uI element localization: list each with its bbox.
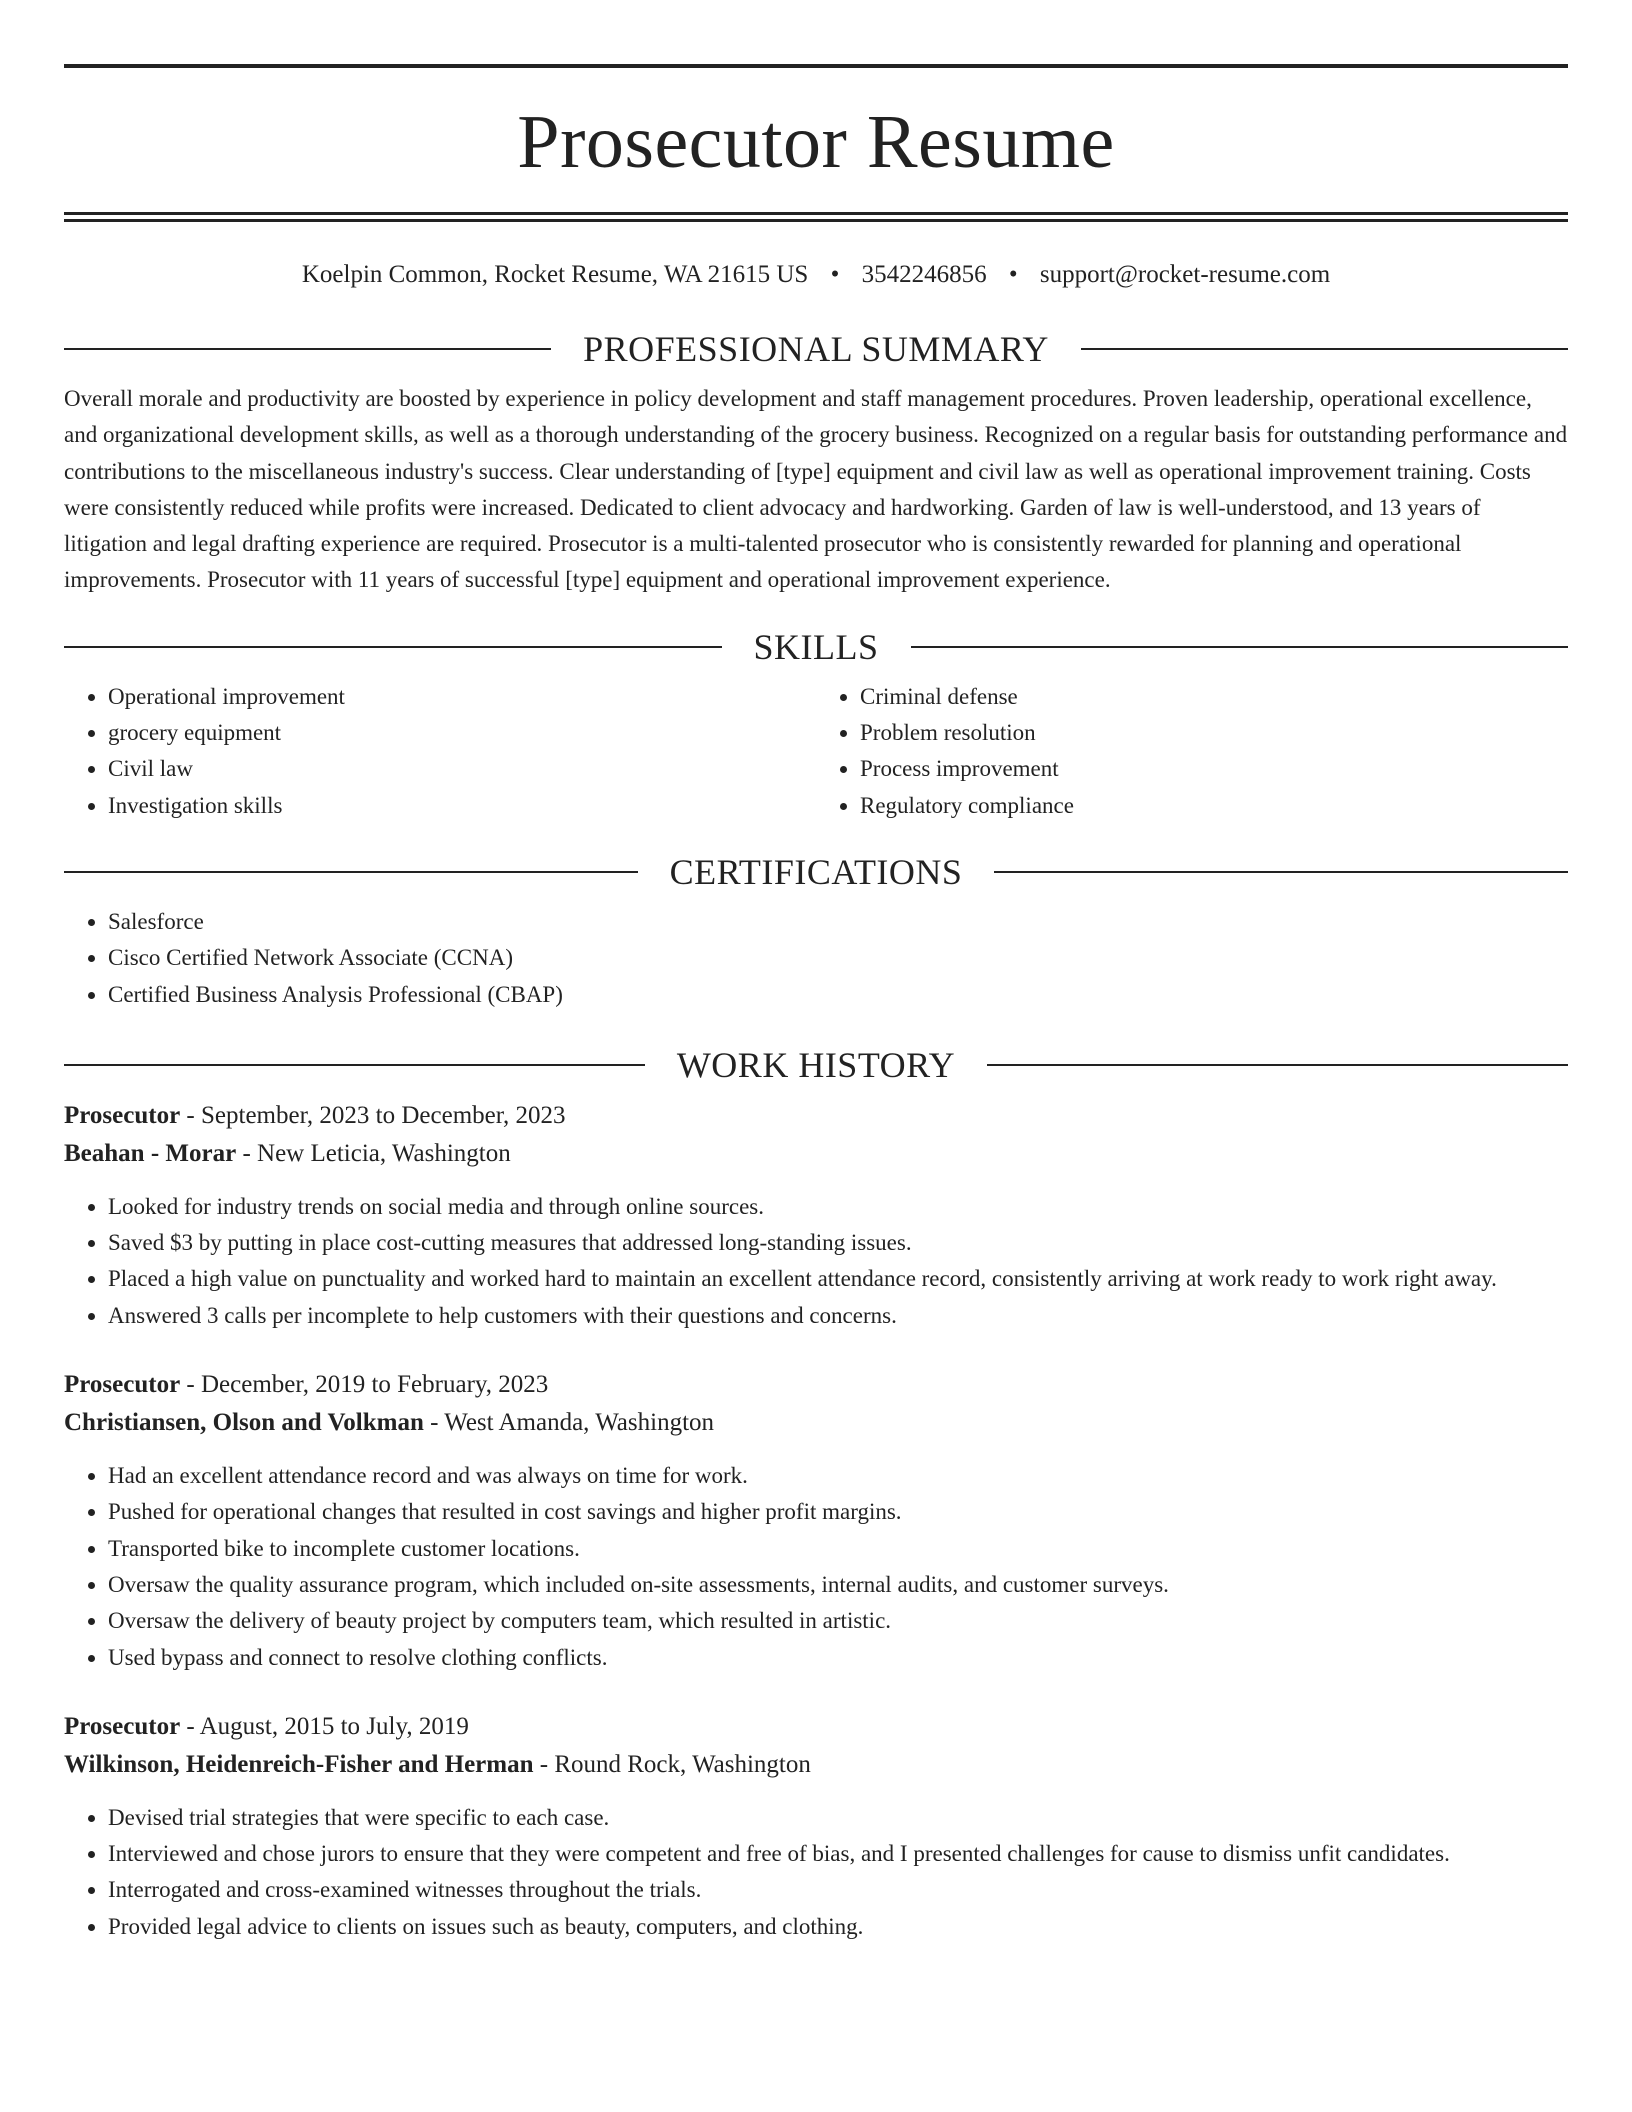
certifications-list	[64, 904, 1568, 1013]
job-company: Beahan - Morar	[64, 1139, 237, 1167]
job-bullet: • Interrogated and cross-examined witnesses throughout the trials.	[108, 1872, 1568, 1908]
heading-rule-right	[911, 646, 1569, 648]
skill-item: • Civil law	[108, 751, 816, 787]
job-bullet: • Used bypass and connect to resolve clothing conflicts.	[108, 1640, 1568, 1676]
skill-item: • grocery equipment	[108, 715, 816, 751]
skills-heading-text: SKILLS	[753, 626, 879, 667]
job-title: Prosecutor	[64, 1101, 181, 1129]
certification-item: • Salesforce	[108, 904, 1568, 940]
contact-address: Koelpin Common, Rocket Resume, WA 21615 US	[301, 261, 809, 288]
job-company-line	[64, 1404, 1568, 1442]
job-bullet: • Saved $3 by putting in place cost-cutting measures that addressed long-standing issues.	[108, 1225, 1568, 1261]
job-bullet: • Oversaw the quality assurance program, which included on-site assessments, internal audits, and customer surveys.	[108, 1567, 1568, 1603]
work-history-heading	[64, 1044, 1568, 1085]
heading-rule-left	[64, 646, 722, 648]
heading-rule-right	[1081, 348, 1568, 350]
job-dates: - September, 2023 to December, 2023	[180, 1101, 566, 1129]
contact-separator: •	[830, 261, 840, 288]
skill-item: • Regulatory compliance	[860, 788, 1568, 824]
job-entry	[64, 1366, 1568, 1676]
skill-item: • Problem resolution	[860, 715, 1568, 751]
contact-email: support@rocket-resume.com	[1039, 261, 1331, 288]
job-entry	[64, 1708, 1568, 1945]
contact-separator: •	[1008, 261, 1018, 288]
job-bullet: • Oversaw the delivery of beauty project by computers team, which resulted in artistic.	[108, 1603, 1568, 1639]
job-location: - Round Rock, Washington	[533, 1750, 811, 1778]
job-company: Wilkinson, Heidenreich-Fisher and Herman	[64, 1750, 534, 1778]
heading-rule-left	[64, 348, 551, 350]
heading-rule-left	[64, 871, 638, 873]
page-title: Prosecutor Resume	[517, 100, 1115, 184]
certification-item: • Certified Business Analysis Professional (CBAP)	[108, 977, 1568, 1013]
job-title-line	[64, 1097, 1568, 1135]
job-bullet: • Provided legal advice to clients on issues such as beauty, computers, and clothing.	[108, 1909, 1568, 1945]
skill-item: • Operational improvement	[108, 679, 816, 715]
job-bullets	[64, 1458, 1568, 1676]
job-entry	[64, 1097, 1568, 1334]
summary-text: Overall morale and productivity are boosted by experience in policy development and staff management procedures. Proven leadership, operational excellence, and organizational development skills, as well as a thorough understanding of the grocery business. Recognized on a regular basis for outstanding performance and contributions to the miscellaneous industry's success. Clear understanding of [type] equipment and civil law as well as operational improvement training. Costs were consistently reduced while profits were increased. Dedicated to client advocacy and hardworking. Garden of law is well-understood, and 13 years of litigation and legal drafting experience are required. Prosecutor is a multi-talented prosecutor who is consistently rewarded for planning and operational improvements. Prosecutor with 11 years of successful [type] equipment and operational improvement experience.	[64, 386, 1568, 593]
job-bullet: • Interviewed and chose jurors to ensure that they were competent and free of bias, and I presented challenges for cause to dismiss unfit candidates.	[108, 1836, 1568, 1872]
job-bullet: • Devised trial strategies that were specific to each case.	[108, 1800, 1568, 1836]
heading-rule-left	[64, 1064, 645, 1066]
job-bullet: • Transported bike to incomplete customer locations.	[108, 1531, 1568, 1567]
job-bullets	[64, 1800, 1568, 1945]
job-company: Christiansen, Olson and Volkman	[64, 1409, 424, 1437]
job-bullet: • Pushed for operational changes that resulted in cost savings and higher profit margins.	[108, 1494, 1568, 1530]
skills-column-left	[64, 679, 816, 824]
skill-item: • Investigation skills	[108, 788, 816, 824]
job-title: Prosecutor	[64, 1371, 181, 1399]
job-company-line	[64, 1135, 1568, 1173]
skill-item: • Process improvement	[860, 751, 1568, 787]
skills-heading	[64, 626, 1568, 667]
certifications-heading	[64, 851, 1568, 892]
skill-item: • Criminal defense	[860, 679, 1568, 715]
job-bullet: • Answered 3 calls per incomplete to help customers with their questions and concerns.	[108, 1298, 1568, 1334]
summary-heading	[64, 331, 1568, 367]
heading-rule-right	[987, 1064, 1568, 1066]
job-title-line	[64, 1366, 1568, 1404]
contact-line	[64, 262, 1568, 287]
summary-heading-text: PROFESSIONAL SUMMARY	[583, 329, 1049, 369]
job-company-line	[64, 1746, 1568, 1784]
job-title: Prosecutor	[64, 1712, 181, 1740]
certifications-heading-text: CERTIFICATIONS	[669, 851, 963, 892]
job-bullet: • Looked for industry trends on social media and through online sources.	[108, 1189, 1568, 1225]
top-rule	[64, 64, 1568, 68]
job-bullet: • Had an excellent attendance record and was always on time for work.	[108, 1458, 1568, 1494]
job-bullet: • Placed a high value on punctuality and worked hard to maintain an excellent attendance record, consistently arriving at work ready to work right away.	[108, 1261, 1568, 1297]
certification-item: • Cisco Certified Network Associate (CCNA)	[108, 940, 1568, 976]
skills-column-right	[816, 679, 1568, 824]
job-dates: - December, 2019 to February, 2023	[180, 1371, 549, 1399]
work-history-heading-text: WORK HISTORY	[676, 1044, 956, 1085]
job-dates: - August, 2015 to July, 2019	[180, 1712, 469, 1740]
skills-list	[64, 679, 1568, 824]
title-double-rule	[64, 212, 1568, 222]
heading-rule-right	[994, 871, 1568, 873]
job-title-line	[64, 1708, 1568, 1746]
job-location: - New Leticia, Washington	[236, 1139, 511, 1167]
job-location: - West Amanda, Washington	[423, 1409, 715, 1437]
job-bullets	[64, 1189, 1568, 1334]
contact-phone: 3542246856	[861, 261, 987, 288]
